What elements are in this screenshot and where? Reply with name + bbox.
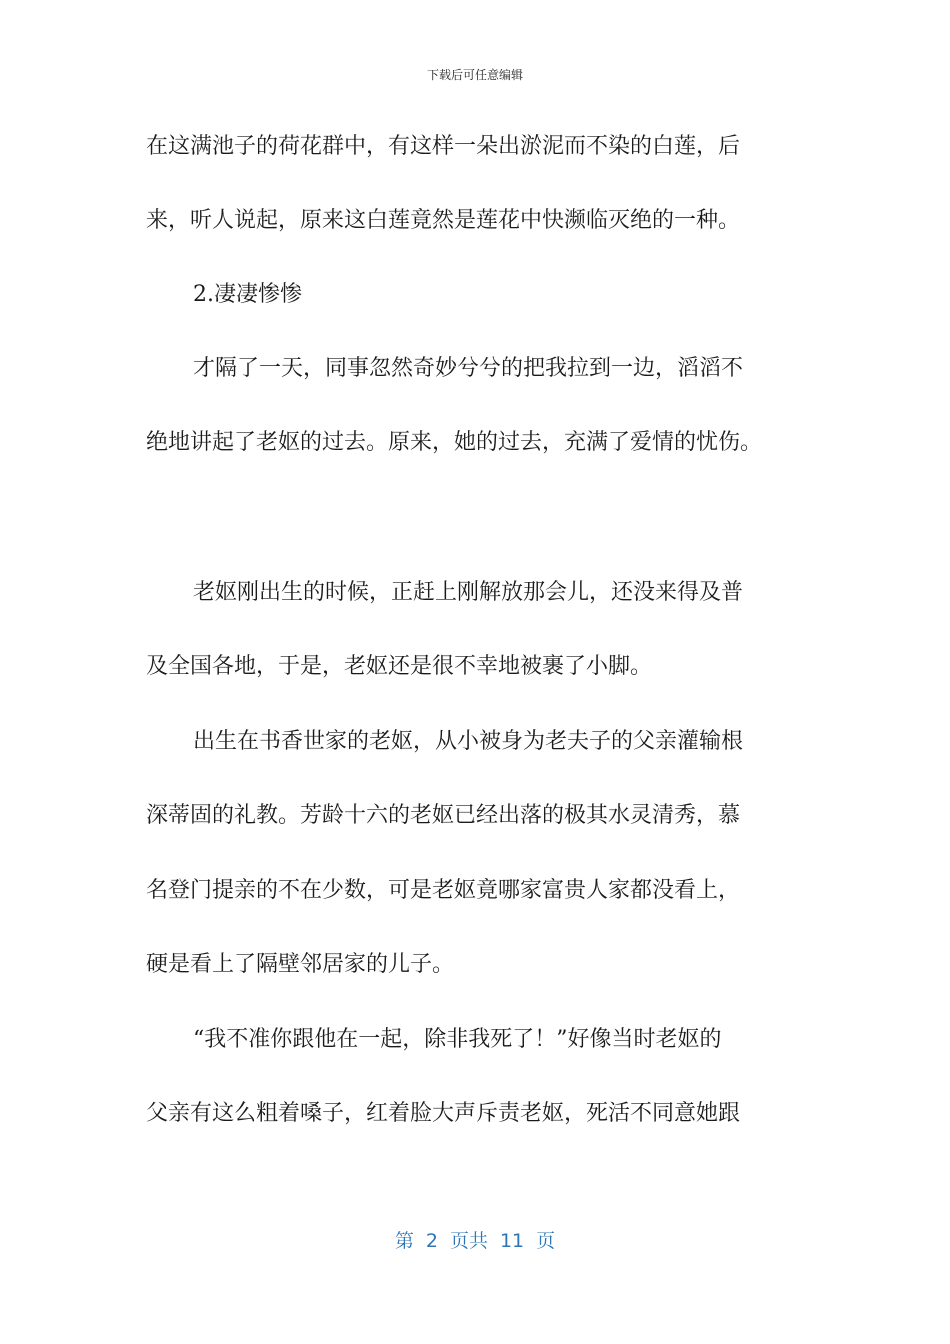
header-note: 下载后可任意编辑 (426, 68, 523, 82)
paragraph-line: 才隔了一天，同事忽然奇妙兮兮的把我拉到一边，滔滔不 (193, 356, 744, 381)
paragraph-line: 硬是看上了隔壁邻居家的儿子。 (146, 952, 455, 977)
paragraph-line: 出生在书香世家的老妪，从小被身为老夫子的父亲灌输根 (193, 729, 744, 754)
current-page-number: 2 (425, 1230, 438, 1252)
paragraph-line: 来，听人说起，原来这白莲竟然是莲花中快濒临灭绝的一种。 (146, 208, 741, 233)
paragraph-line: 父亲有这么粗着嗓子，红着脸大声斥责老妪，死活不同意她跟 (146, 1101, 741, 1126)
paragraph-line: 绝地讲起了老妪的过去。原来，她的过去，充满了爱情的忧伤。 (146, 430, 763, 455)
footer-suffix: 页 (536, 1230, 556, 1252)
page-footer (0, 1226, 950, 1253)
paragraph-line: 及全国各地，于是，老妪还是很不幸地被裹了小脚。 (146, 654, 653, 679)
paragraph-line: “我不准你跟他在一起，除非我死了！”好像当时老妪的 (193, 1027, 722, 1052)
paragraph-line: 名登门提亲的不在少数，可是老妪竟哪家富贵人家都没看上， (146, 878, 741, 903)
total-pages-number: 11 (499, 1230, 525, 1252)
footer-prefix: 第 (394, 1230, 414, 1252)
paragraph-line: 在这满池子的荷花群中，有这样一朵出淤泥而不染的白莲，后 (146, 134, 741, 159)
section-heading: 2.凄凄惨惨 (193, 282, 302, 307)
paragraph-line: 深蒂固的礼教。芳龄十六的老妪已经出落的极其水灵清秀，慕 (146, 803, 741, 828)
paragraph-line: 老妪刚出生的时候，正赶上刚解放那会儿，还没来得及普 (193, 580, 744, 605)
footer-middle: 页共 (449, 1230, 488, 1252)
